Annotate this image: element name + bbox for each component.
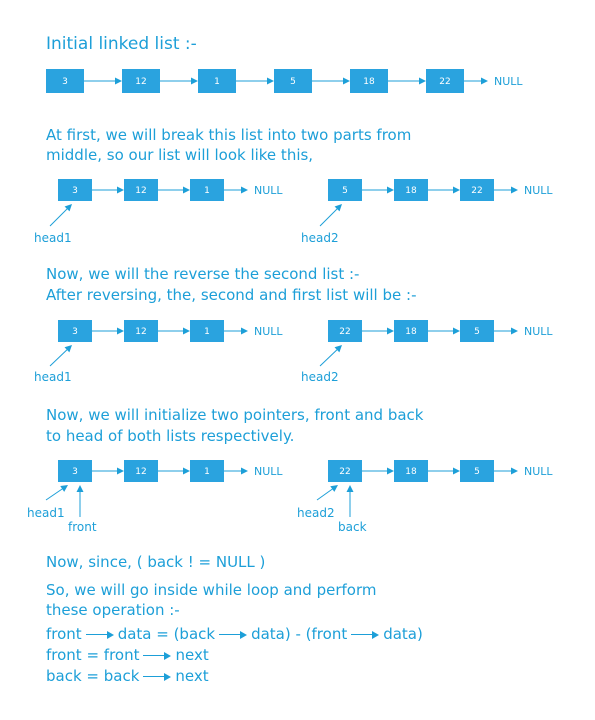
arrowhead-icon [343,78,350,85]
head2-pointer-arrow-2 [320,349,338,366]
arrowhead-icon [183,187,190,194]
initial-list-null-label: NULL [494,75,523,88]
split-second-list-node-0-value: 5 [342,186,348,196]
code-line-2-part-a: front = front [46,646,140,664]
back-label: back [338,520,367,534]
paragraph-reverse-line1: Now, we will the reverse the second list :- [46,265,360,283]
arrowhead-icon [511,468,518,475]
reversed-second-list-node-1-value: 18 [405,327,417,337]
page-title: Initial linked list :- [46,34,197,54]
arrowhead-icon [117,468,124,475]
code-line-1-part-b: data = (back [117,625,216,643]
paragraph-loop-line1: Now, since, ( back ! = NULL ) [46,553,266,571]
arrowhead-icon [77,485,84,492]
split-second-list-node-1-value: 18 [405,186,417,196]
arrowhead-icon [241,468,248,475]
paragraph-loop-line2: So, we will go inside while loop and perform [46,581,377,599]
arrowhead-icon [511,187,518,194]
arrowhead-icon [241,328,248,335]
arrowhead-icon [387,468,394,475]
code-line-3-part-b: next [175,667,209,685]
reversed-second-list-node-0-value: 22 [339,327,351,337]
initial-list-node-2-value: 1 [214,77,220,87]
front-label: front [68,520,97,534]
reversed-first-list-node-2-value: 1 [204,327,210,337]
arrowhead-icon [387,187,394,194]
arrowhead-icon [347,485,354,492]
head1-pointer-arrow [50,208,68,226]
pointer-second-list-null-label: NULL [524,465,553,478]
code-line-3-part-a: back = back [46,667,140,685]
split-second-list-null-label: NULL [524,184,553,197]
arrowhead-icon [387,328,394,335]
initial-list-node-5-value: 22 [439,77,451,87]
head1-label-3: head1 [27,506,65,520]
paragraph-reverse-line2: After reversing, the, second and first list will be :- [46,286,417,304]
pointer-first-list-node-1-value: 12 [135,467,147,477]
paragraph-loop-line3: these operation :- [46,601,180,619]
arrowhead-icon [481,78,488,85]
arrowhead-icon [453,468,460,475]
arrowhead-icon [183,468,190,475]
reversed-first-list-node-1-value: 12 [135,327,147,337]
split-first-list-null-label: NULL [254,184,283,197]
paragraph-pointers-line1: Now, we will initialize two pointers, front and back [46,406,424,424]
pointer-first-list-null-label: NULL [254,465,283,478]
arrowhead-icon [60,485,68,492]
initial-list-node-4-value: 18 [363,77,375,87]
head2-label: head2 [301,231,339,245]
arrowhead-icon [453,328,460,335]
code-line-1-part-a: front [46,625,82,643]
arrowhead-icon [419,78,426,85]
pointer-first-list-node-0-value: 3 [72,467,78,477]
head2-pointer-arrow [320,208,338,226]
head1-pointer-arrow-3 [46,488,63,500]
arrowhead-icon [117,187,124,194]
reversed-second-list-null-label: NULL [524,325,553,338]
head1-label: head1 [34,231,72,245]
code-line-1-part-d: data) [383,625,423,643]
pointer-second-list-node-2-value: 5 [474,467,480,477]
head1-label-2: head1 [34,370,72,384]
initial-list-node-0-value: 3 [62,77,68,87]
arrowhead-icon [115,78,122,85]
head2-pointer-arrow-3 [317,488,333,500]
arrowhead-icon [511,328,518,335]
arrowhead-icon [183,328,190,335]
paragraph-split-line2: middle, so our list will look like this, [46,146,314,164]
split-first-list-node-1-value: 12 [135,186,147,196]
split-second-list-node-2-value: 22 [471,186,483,196]
reversed-first-list-node-0-value: 3 [72,327,78,337]
arrowhead-icon [267,78,274,85]
split-first-list-node-2-value: 1 [204,186,210,196]
initial-list-node-3-value: 5 [290,77,296,87]
code-line-2-part-b: next [175,646,209,664]
initial-list-node-1-value: 12 [135,77,147,87]
arrowhead-icon [330,485,338,492]
arrowhead-icon [117,328,124,335]
arrowhead-icon [453,187,460,194]
pointer-second-list-node-1-value: 18 [405,467,417,477]
head1-pointer-arrow-2 [50,349,68,366]
reversed-first-list-null-label: NULL [254,325,283,338]
code-line-1-part-c: data) - (front [251,625,348,643]
head2-label-3: head2 [297,506,335,520]
pointer-second-list-node-0-value: 22 [339,467,351,477]
arrowhead-icon [191,78,198,85]
reversed-second-list-node-2-value: 5 [474,327,480,337]
split-first-list-node-0-value: 3 [72,186,78,196]
paragraph-split-line1: At first, we will break this list into two parts from [46,126,412,144]
head2-label-2: head2 [301,370,339,384]
arrowhead-icon [241,187,248,194]
pointer-first-list-node-2-value: 1 [204,467,210,477]
paragraph-pointers-line2: to head of both lists respectively. [46,427,295,445]
